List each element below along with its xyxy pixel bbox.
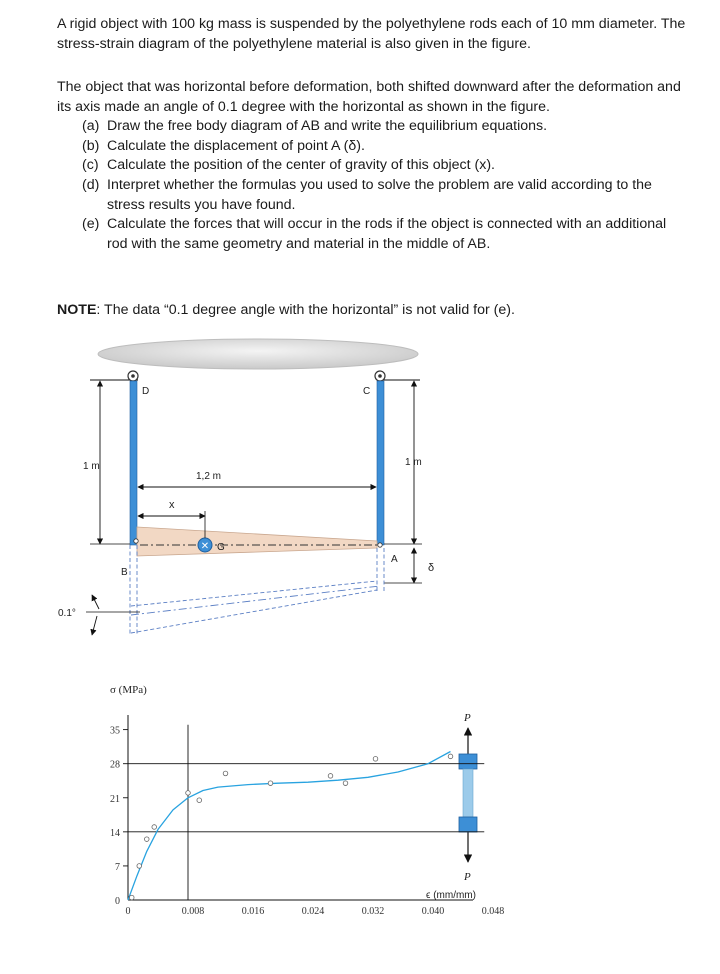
data-point [129,895,134,900]
y-tick-label: 0 [115,896,120,907]
data-point [223,771,228,776]
y-tick-label: 7 [115,861,120,873]
tensile-specimen-icon [459,728,477,862]
task-label: (e) [82,216,100,233]
y-tick-label: 28 [110,759,120,771]
y-tick-label: 21 [110,793,120,805]
task-text: Calculate the displacement of point A (δ). [107,137,365,154]
task-text: Calculate the forces that will occur in the rods if the object is connected with an additional rod with the same geometry and material in the middle of AB. [107,216,667,252]
data-point [448,754,453,759]
task-label: (c) [82,157,99,174]
x-tick-label: 0.024 [301,906,325,917]
data-point [197,798,202,803]
deformed-shape [130,545,384,635]
data-point [268,781,273,786]
x-tick-label: 0.016 [241,906,265,917]
x-tick-label: 0.032 [361,906,385,917]
label-d: D [142,386,150,397]
task-label: (d) [82,176,100,193]
label-angle: 0.1° [58,608,76,619]
label-right-height: 1 m [405,457,422,468]
data-point [144,837,149,842]
label-span: 1,2 m [196,471,222,482]
rigid-beam-ab [137,527,377,556]
data-point [152,825,157,830]
data-point [137,864,142,869]
stress-strain-curve [128,752,451,901]
data-point [328,774,333,779]
label-g: G [217,542,225,553]
x-tick-label: 0.040 [421,906,445,917]
label-left-height: 1 m [83,461,100,472]
rod-ac [377,381,384,545]
intro-paragraph: A rigid object with 100 kg mass is suspended by the polyethylene rods each of 10 mm diameter. The stress-strain diagram of the polyethylene material is also given in the figure. [57,16,686,52]
note-label: NOTE [57,302,97,318]
load-label-top: P [464,712,471,724]
label-b: B [121,567,128,578]
task-label: (b) [82,137,100,154]
task-text: Draw the free body diagram of AB and write the equilibrium equations. [107,118,548,135]
y-tick-label: 35 [110,725,120,737]
label-x: x [169,499,175,511]
load-label-bottom: P [464,871,471,883]
description-paragraph: The object that was horizontal before deformation, both shifted downward after the deformation and its axis made an angle of 0.1 degree with the horizontal as shown in the figure. [57,79,681,115]
y-axis-title: σ (MPa) [110,684,147,696]
data-point [186,791,191,796]
data-point [343,781,348,786]
label-delta: δ [428,562,435,574]
task-label: (a) [82,118,100,135]
svg-text:✕: ✕ [200,541,210,552]
y-tick-label: 14 [110,827,120,839]
x-tick-label: 0.008 [181,906,205,917]
label-c: C [363,386,371,397]
task-text: Interpret whether the formulas you used to solve the problem are valid according to the stress results you have found. [107,176,652,213]
task-text: Calculate the position of the center of gravity of this object (x). [107,157,495,174]
data-point [373,757,378,762]
note-text: : The data “0.1 degree angle with the horizontal” is not valid for (e). [96,302,515,318]
x-tick-label: 0.048 [481,906,505,917]
deformed-axis [131,586,380,615]
x-tick-label: 0 [125,906,131,917]
x-axis-title: ϵ (mm/mm) [426,890,476,901]
label-a: A [391,554,398,565]
stress-strain-chart [110,684,504,917]
ceiling-support [98,339,418,369]
rod-bd [130,381,137,545]
